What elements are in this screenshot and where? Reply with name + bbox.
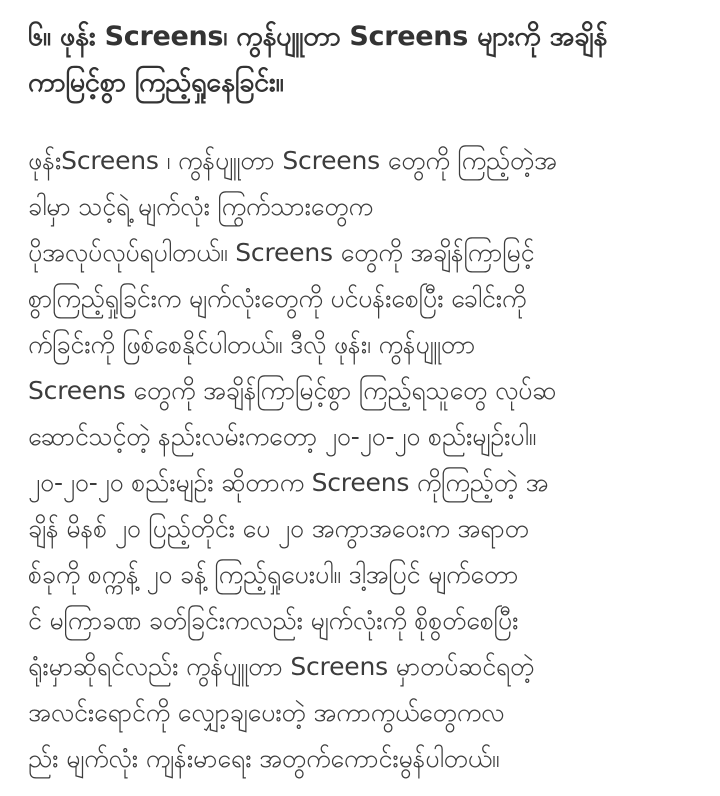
body-line-3: ပိုအလုပ်လုပ်ရပါတယ်။ Screens တွေကို အချိန်ကြာမြင့် [28, 238, 535, 267]
heading-line-2: ကာမြင့်စွာ ကြည့်ရှုနေခြင်း။ [28, 67, 284, 98]
body-line-6: Screens တွေကို အချိန်ကြာမြင့်စွာ ကြည့်ရသူတွေ လုပ်ဆ [28, 376, 557, 405]
body-line-4: စွာကြည့်ရှုခြင်းက မျက်လုံးတွေကို ပင်ပန်းစေပြီး ခေါင်းကို [28, 284, 527, 313]
heading-line-1: ၆။ ဖုန်း Screens၊ ကွန်ပျူတာ Screens များကို အချိန် [28, 21, 607, 52]
body-line-12: ရုံးမှာဆိုရင်လည်း ကွန်ပျူတာ Screens မှာတပ်ဆင်ရတဲ့ [28, 652, 535, 681]
body-line-2: ခါမှာ သင့်ရဲ့ မျက်လုံး ကြွက်သားတွေက [28, 192, 373, 221]
body-line-1: ဖုန်းScreens ၊ ကွန်ပျူတာ Screens တွေကို ကြည့်တဲ့အ [28, 146, 557, 175]
body-line-5: က်ခြင်းကို ဖြစ်စေနိုင်ပါတယ်။ ဒီလို ဖုန်း၊ ကွန်ပျူတာ [28, 330, 476, 359]
body-paragraph [28, 138, 692, 782]
article [28, 14, 692, 782]
section-heading [28, 14, 692, 106]
body-line-11: င် မကြာခဏ ခတ်ခြင်းကလည်း မျက်လုံးကို စိုစွတ်စေပြီး [28, 606, 519, 635]
body-line-8: ၂၀-၂၀-၂၀ စည်းမျဉ်း ဆိုတာက Screens ကိုကြည့်တဲ့ အ [28, 468, 549, 497]
body-line-9: ချိန် မိနစ် ၂၀ ပြည့်တိုင်း ပေ ၂၀ အကွာအဝေးက အရာတ [28, 514, 529, 543]
body-line-7: ဆောင်သင့်တဲ့ နည်းလမ်းကတော့ ၂၀-၂၀-၂၀ စည်းမျဉ်းပါ။ [28, 422, 536, 451]
body-line-14: ည်း မျက်လုံး ကျန်းမာရေး အတွက်ကောင်းမွန်ပါတယ်။ [28, 744, 500, 773]
body-line-10: စ်ခုကို စက္ကန့် ၂၀ ခန့် ကြည့်ရှုပေးပါ။ ဒါ့အပြင် မျက်တော [28, 560, 519, 589]
body-line-13: အလင်းရောင်ကို လျှော့ချပေးတဲ့ အကာကွယ်တွေကလ [28, 698, 505, 727]
